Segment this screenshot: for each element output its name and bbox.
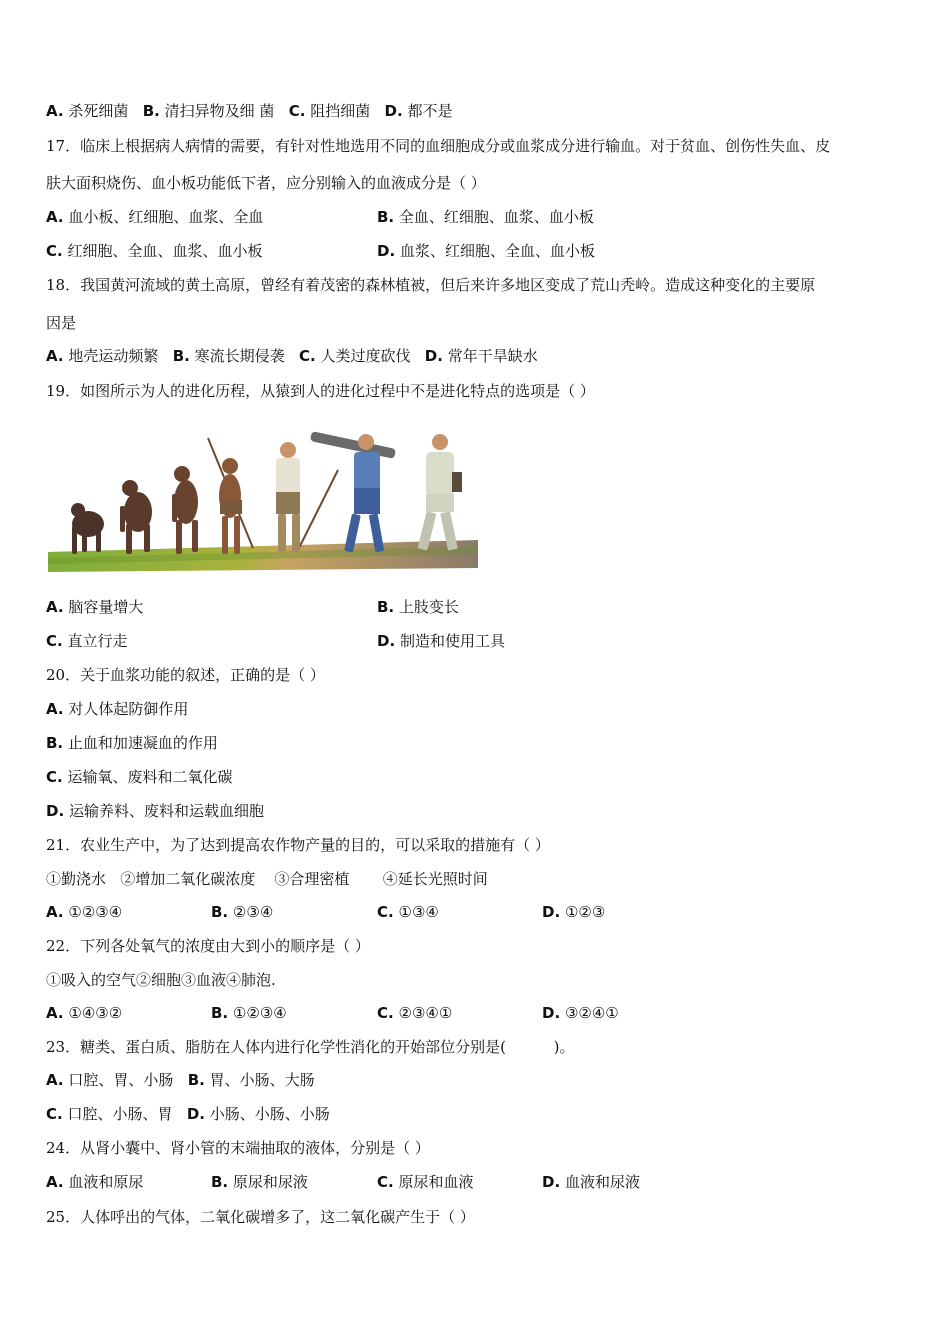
q20-stem: 20．关于血浆功能的叙述，正确的是（ ） xyxy=(46,666,325,684)
q24-option-a: A. 血液和原尿 xyxy=(46,1173,144,1191)
q19-option-c: C. 直立行走 xyxy=(46,632,128,650)
q22-option-d: D. ③②④① xyxy=(542,1004,619,1022)
q16-option-b: B. 清扫异物及细 菌 xyxy=(142,102,275,120)
q25-number: 25． xyxy=(46,1208,81,1226)
q21-option-d: D. ①②③ xyxy=(542,903,606,921)
q20-option-b: B. 止血和加速凝血的作用 xyxy=(46,734,218,752)
q23-stem: 23．糖类、蛋白质、脂肪在人体内进行化学性消化的开始部位分别是( )。 xyxy=(46,1038,575,1056)
q18-stem-line2: 因是 xyxy=(46,314,77,332)
q24-option-b: B. 原尿和尿液 xyxy=(211,1173,308,1191)
q16-option-a: A. 杀死细菌 xyxy=(46,102,129,120)
q16-options xyxy=(46,100,453,122)
q21-number: 21． xyxy=(46,836,81,854)
q20-option-a: A. 对人体起防御作用 xyxy=(46,700,189,718)
q17-option-b: B. 全血、红细胞、血浆、血小板 xyxy=(377,208,594,226)
q19-option-b: B. 上肢变长 xyxy=(377,598,459,616)
early-man-figure-icon xyxy=(276,442,338,552)
q17-stem-line2: 肤大面积烧伤、血小板功能低下者，应分别输入的血液成分是（ ） xyxy=(46,174,486,192)
q16-option-c: C. 阻挡细菌 xyxy=(288,102,371,120)
q19-option-d: D. 制造和使用工具 xyxy=(377,632,505,650)
q18-option-b: B. 寒流长期侵袭 xyxy=(172,347,285,365)
q23-option-c: C. 口腔、小肠、胃 xyxy=(46,1105,173,1123)
q22-option-c: C. ②③④① xyxy=(377,1004,453,1022)
q23-options-row2 xyxy=(46,1103,330,1125)
q18-stem-line1: 18．我国黄河流域的黄土高原，曾经有着茂密的森林植被，但后来许多地区变成了荒山秃岭。造成这种变化的主要原 xyxy=(46,276,816,294)
q21-option-c: C. ①③④ xyxy=(377,903,439,921)
q22-option-b: B. ①②③④ xyxy=(211,1004,287,1022)
q19-number: 19． xyxy=(46,382,81,400)
q20-option-d: D. 运输养料、废料和运载血细胞 xyxy=(46,802,264,820)
q24-number: 24． xyxy=(46,1139,81,1157)
q18-option-c: C. 人类过度砍伐 xyxy=(298,347,411,365)
q20-option-c: C. 运输氧、废料和二氧化碳 xyxy=(46,768,233,786)
q22-option-a: A. ①④③② xyxy=(46,1004,123,1022)
q23-option-a: A. 口腔、胃、小肠 xyxy=(46,1071,174,1089)
q23-option-b: B. 胃、小肠、大肠 xyxy=(187,1071,315,1089)
q19-option-a: A. 脑容量增大 xyxy=(46,598,144,616)
q17-option-d: D. 血浆、红细胞、全血、血小板 xyxy=(377,242,595,260)
q17-option-c: C. 红细胞、全血、血浆、血小板 xyxy=(46,242,263,260)
q16-option-d: D. 都不是 xyxy=(384,102,453,120)
q19-stem: 19．如图所示为人的进化历程，从猿到人的进化过程中不是进化特点的选项是（ ） xyxy=(46,382,595,400)
q21-option-b: B. ②③④ xyxy=(211,903,274,921)
q22-number: 22． xyxy=(46,937,81,955)
q17-option-a: A. 血小板、红细胞、血浆、全血 xyxy=(46,208,264,226)
q23-option-d: D. 小肠、小肠、小肠 xyxy=(186,1105,330,1123)
q21-items: ①勤浇水 ②增加二氧化碳浓度 ③合理密植 ④延长光照时间 xyxy=(46,870,488,888)
q18-option-a: A. 地壳运动频繁 xyxy=(46,347,159,365)
q22-stem: 22．下列各处氧气的浓度由大到小的顺序是（ ） xyxy=(46,937,370,955)
q17-stem-line1: 17．临床上根据病人病情的需要，有针对性地选用不同的血细胞成分或血浆成分进行输血。对于贫血、创伤性失血、皮 xyxy=(46,137,831,155)
q17-number: 17． xyxy=(46,137,81,155)
q22-items: ①吸入的空气②细胞③血液④肺泡. xyxy=(46,971,276,989)
q24-option-c: C. 原尿和血液 xyxy=(377,1173,474,1191)
q18-number: 18． xyxy=(46,276,81,294)
human-evolution-illustration-icon xyxy=(48,428,478,572)
worker-figure-icon xyxy=(310,431,396,552)
q21-option-a: A. ①②③④ xyxy=(46,903,123,921)
q23-options-row1 xyxy=(46,1069,315,1091)
q24-option-d: D. 血液和尿液 xyxy=(542,1173,640,1191)
australopithecus-figure-icon xyxy=(172,466,198,554)
q18-option-d: D. 常年干旱缺水 xyxy=(424,347,538,365)
q18-options xyxy=(46,345,538,367)
early-hominid-figure-icon xyxy=(120,480,152,554)
q21-stem: 21．农业生产中，为了达到提高农作物产量的目的，可以采取的措施有（ ） xyxy=(46,836,550,854)
homo-erectus-figure-icon xyxy=(208,438,253,554)
ape-figure-icon xyxy=(71,503,104,554)
q23-number: 23． xyxy=(46,1038,81,1056)
q25-stem: 25．人体呼出的气体，二氧化碳增多了，这二氧化碳产生于（ ） xyxy=(46,1208,475,1226)
modern-man-figure-icon xyxy=(418,434,462,551)
q20-number: 20． xyxy=(46,666,81,684)
q24-stem: 24．从肾小囊中、肾小管的末端抽取的液体，分别是（ ） xyxy=(46,1139,430,1157)
